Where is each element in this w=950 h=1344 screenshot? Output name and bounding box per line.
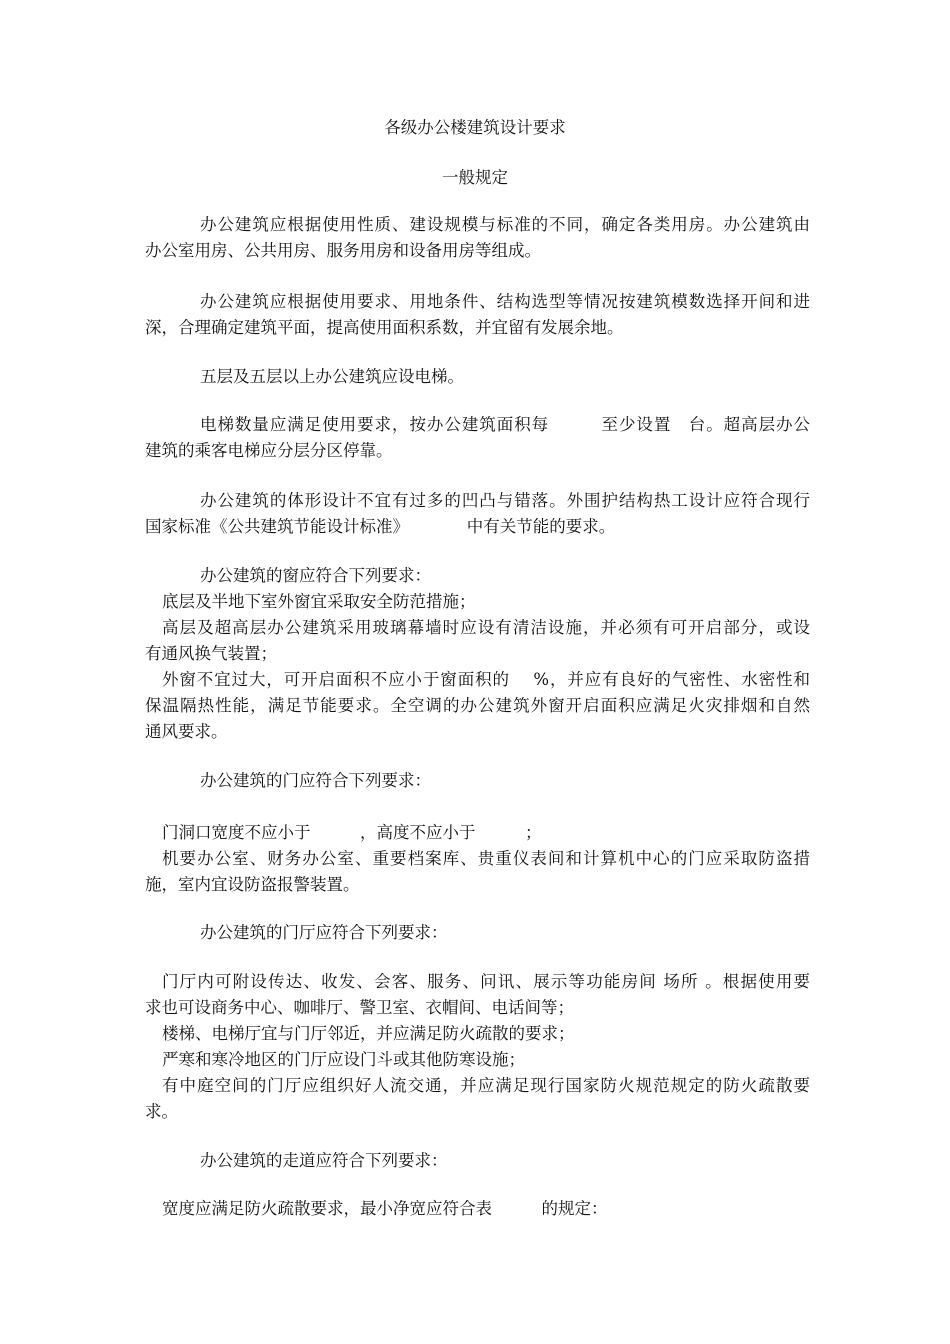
list-item-continued: 求也可设商务中心、咖啡厅、警卫室、衣帽间、电话间等； bbox=[145, 998, 574, 1017]
list-item: 严寒和寒冷地区的门厅应设门斗或其他防寒设施； bbox=[162, 1050, 525, 1069]
list-item: 底层及半地下室外窗宜采取安全防范措施； bbox=[162, 592, 476, 611]
list-item: 门厅内可附设传达、收发、会客、服务、问讯、展示等功能房间 场所 。根据使用要 bbox=[162, 972, 810, 991]
list-item-continued: 有通风换气装置； bbox=[145, 644, 277, 663]
document-title: 各级办公楼建筑设计要求 bbox=[384, 118, 566, 137]
list-item-continued: 通风要求。 bbox=[145, 722, 228, 741]
list-item-continued: 求。 bbox=[145, 1102, 178, 1121]
paragraph-line: 办公室用房、公共用房、服务用房和设备用房等组成。 bbox=[145, 241, 541, 260]
paragraph-line: 五层及五层以上办公建筑应设电梯。 bbox=[200, 367, 464, 386]
paragraph-line: 建筑的乘客电梯应分层分区停靠。 bbox=[145, 441, 393, 460]
section-heading: 一般规定 bbox=[442, 168, 508, 187]
paragraph-line: 办公建筑的门应符合下列要求： bbox=[200, 771, 431, 790]
paragraph-line: 办公建筑应根据使用要求、用地条件、结构选型等情况按建筑模数选择开间和进 bbox=[200, 292, 810, 311]
paragraph-line: 办公建筑的体形设计不宜有过多的凹凸与错落。外围护结构热工设计应符合现行 bbox=[200, 491, 810, 510]
paragraph-line: 办公建筑应根据使用性质、建设规模与标准的不同，确定各类用房。办公建筑由 bbox=[200, 215, 810, 234]
list-item-continued: 保温隔热性能，满足节能要求。全空调的办公建筑外窗开启面积应满足火灾排烟和自然 bbox=[145, 696, 810, 715]
paragraph-line: 办公建筑的走道应符合下列要求： bbox=[200, 1151, 448, 1170]
list-item: 有中庭空间的门厅应组织好人流交通，并应满足现行国家防火规范规定的防火疏散要 bbox=[162, 1076, 810, 1095]
paragraph-line: 深，合理确定建筑平面，提高使用面积系数，并宜留有发展余地。 bbox=[145, 318, 624, 337]
list-item-continued: 施，室内宜设防盗报警装置。 bbox=[145, 875, 360, 894]
paragraph-line: 电梯数量应满足使用要求，按办公建筑面积每 至少设置 台。超高层办公 bbox=[200, 415, 810, 434]
list-item: 外窗不宜过大，可开启面积不应小于窗面积的 %，并应有良好的气密性、水密性和 bbox=[162, 670, 810, 689]
list-item: 宽度应满足防火疏散要求，最小净宽应符合表 的规定： bbox=[162, 1199, 608, 1218]
list-item: 高层及超高层办公建筑采用玻璃幕墙时应设有清洁设施，并必须有可开启部分，或设 bbox=[162, 618, 810, 637]
list-item: 机要办公室、财务办公室、重要档案库、贵重仪表间和计算机中心的门应采取防盗措 bbox=[162, 849, 810, 868]
paragraph-line: 办公建筑的门厅应符合下列要求： bbox=[200, 923, 448, 942]
paragraph-line: 国家标准《公共建筑节能设计标准》 中有关节能的要求。 bbox=[145, 517, 616, 536]
list-item: 楼梯、电梯厅宜与门厅邻近，并应满足防火疏散的要求； bbox=[162, 1024, 575, 1043]
list-item: 门洞口宽度不应小于 ，高度不应小于 ； bbox=[162, 823, 542, 842]
paragraph-line: 办公建筑的窗应符合下列要求： bbox=[200, 566, 431, 585]
